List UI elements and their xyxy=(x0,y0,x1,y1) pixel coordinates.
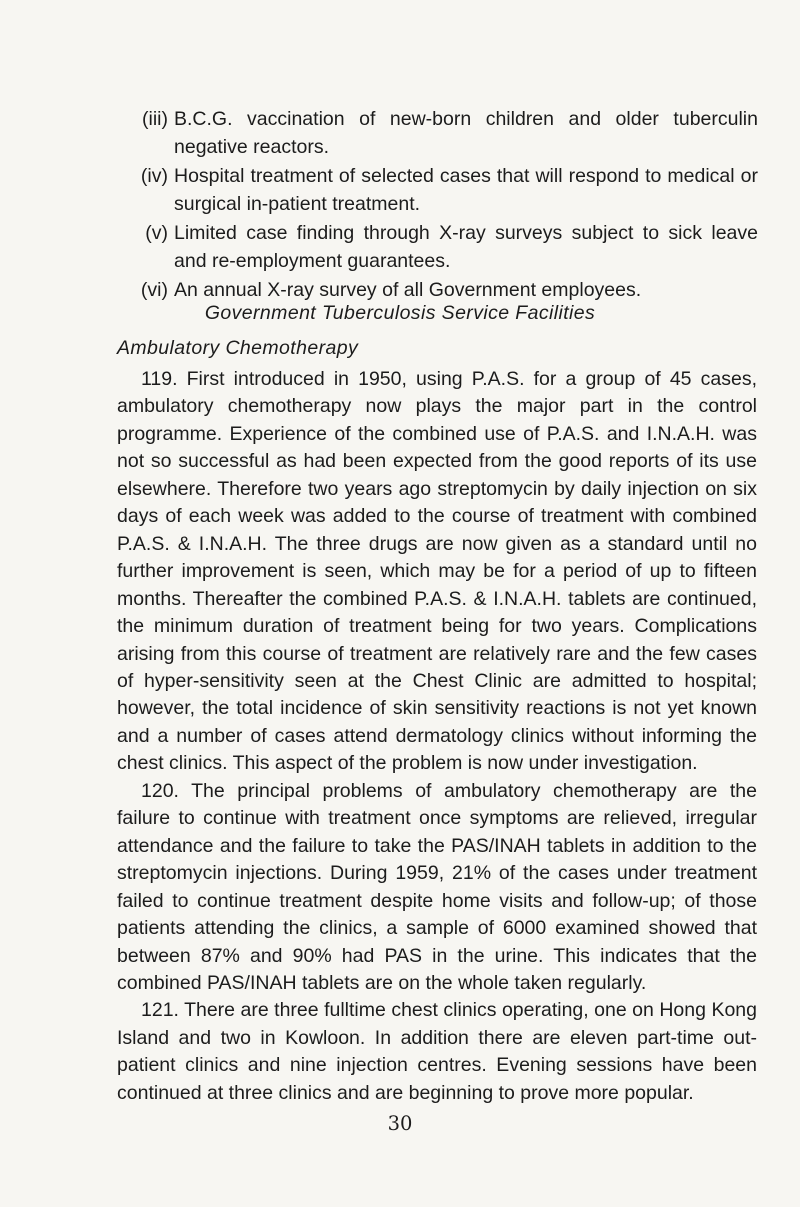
list-item-text: Hospital treatment of selected cases that will respond to medical or surgical in-patient treatment. xyxy=(174,165,758,215)
list-item xyxy=(128,277,758,305)
list-item-text: B.C.G. vaccination of new-born children and older tuberculin negative reactors. xyxy=(174,108,758,158)
paragraph-120: 120. The principal problems of ambulatory chemotherapy are the failure to continue with treatment once symptoms are relieved, irregular attendance and the failure to take the PAS/INAH tablets in addition to the streptomycin injections. During 1959, 21% of the cases under treatment failed to continue treatment despite home visits and follow-up; of those patients attending the clinics, a sample of 6000 examined showed that between 87% and 90% had PAS in the urine. This indicates that the combined PAS/INAH tablets are on the whole taken regularly. xyxy=(117,779,757,994)
list-item xyxy=(128,220,758,275)
body-text xyxy=(117,366,757,1107)
numbered-list xyxy=(128,106,758,307)
list-item-text: An annual X-ray survey of all Government employees. xyxy=(174,279,642,301)
paragraph-121: 121. There are three fulltime chest clinics operating, one on Hong Kong Island and two in Kowloon. In addition there are eleven part-time out-patient clinics and nine injection centres. Evening sessions have been continued at three clinics and are beginning to prove more popular. xyxy=(117,999,757,1104)
list-item-number: (iv) xyxy=(140,165,168,187)
list-item xyxy=(128,106,758,161)
list-item-text: Limited case finding through X-ray surveys subject to sick leave and re-employment guarantees. xyxy=(174,222,758,272)
list-item xyxy=(128,163,758,218)
section-title: Government Tuberculosis Service Facilities xyxy=(204,302,596,324)
page-number: 30 xyxy=(387,1112,413,1135)
sub-heading: Ambulatory Chemotherapy xyxy=(117,337,359,359)
list-item-number: (iii) xyxy=(142,108,168,130)
list-item-number: (vi) xyxy=(140,279,168,301)
list-item-number: (v) xyxy=(145,222,168,244)
paragraph-119: 119. First introduced in 1950, using P.A.S. for a group of 45 cases, ambulatory chemotherapy now plays the major part in the control programme. Experience of the combined use of P.A.S. and I.N.A.H. was not so successful as had been expected from the good reports of its use elsewhere. Therefore two years ago streptomycin by daily injection on six days of each week was added to the course of treatment with combined P.A.S. & I.N.A.H. The three drugs are now given as a standard until no further improvement is seen, which may be for a period of up to fifteen months. Thereafter the combined P.A.S. & I.N.A.H. tablets are continued, the minimum duration of treatment being for two years. Complications arising from this course of treatment are relatively rare and the few cases of hyper-sensitivity seen at the Chest Clinic are admitted to hospital; however, the total incidence of skin sensitivity reactions is not yet known and a number of cases attend dermatology clinics without informing the chest clinics. This aspect of the problem is now under investigation. xyxy=(117,368,757,775)
